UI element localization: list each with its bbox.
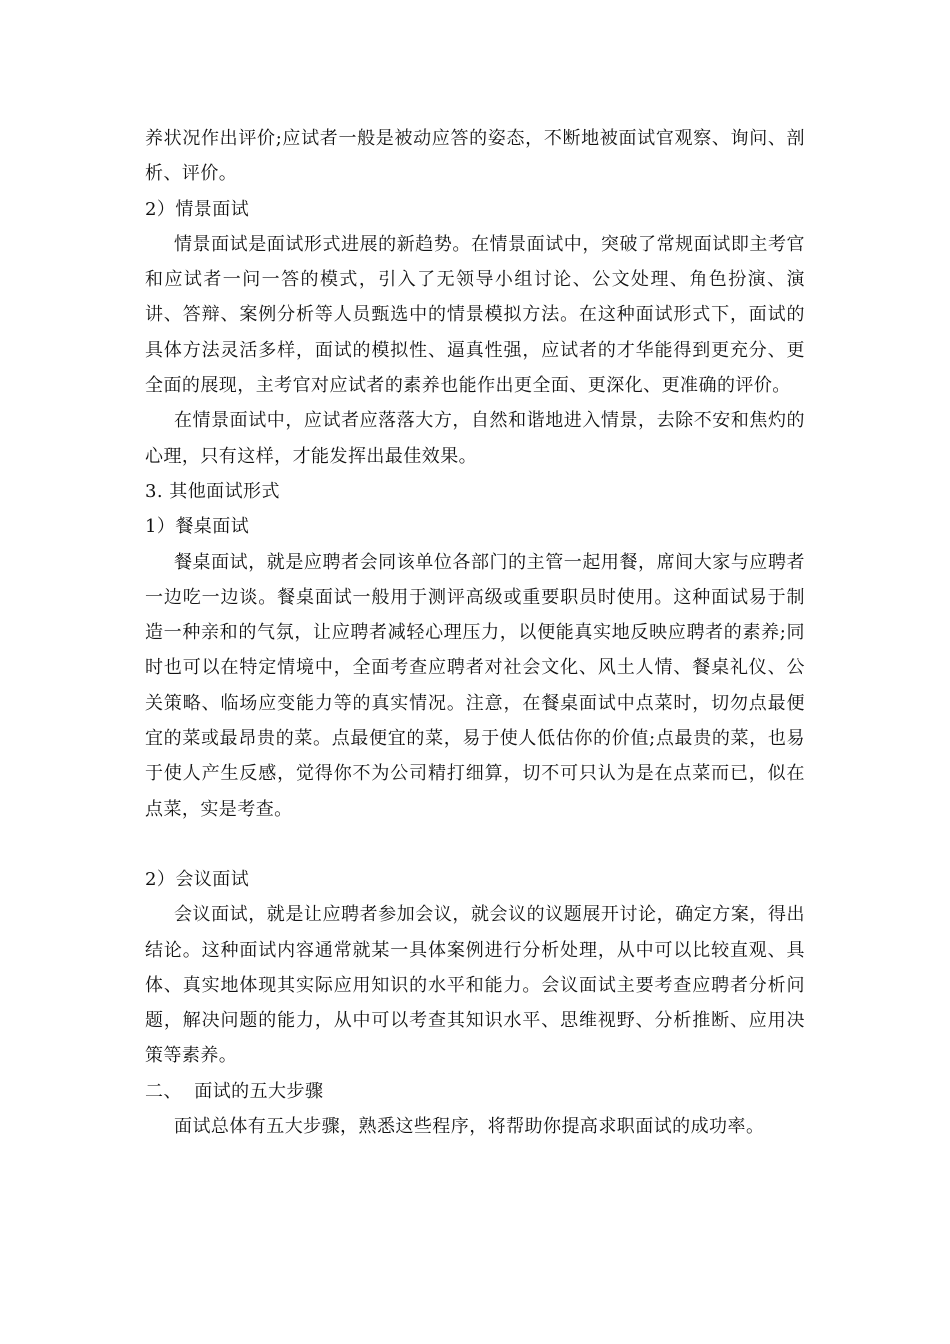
heading-meeting-interview: 2）会议面试 <box>145 868 250 890</box>
document-body <box>145 121 805 1144</box>
heading-other-interview-forms: 3. 其他面试形式 <box>145 480 280 502</box>
paragraph-scenario-interview: 情景面试是面试形式进展的新趋势。在情景面试中，突破了常规面试即主考官和应试者一问一答的模式，引入了无领导小组讨论、公文处理、角色扮演、演讲、答辩、案例分析等人员甄选中的情景模拟方法。在这种面试形式下，面试的具体方法灵活多样，面试的模拟性、逼真性强，应试者的才华能得到更充分、更全面的展现，主考官对应试者的素养也能作出更全面、更深化、更准确的评价。 <box>145 233 805 397</box>
paragraph-scenario-advice: 在情景面试中，应试者应落落大方，自然和谐地进入情景，去除不安和焦灼的心理，只有这样，才能发挥出最佳效果。 <box>145 410 805 467</box>
paragraph-dining-interview: 餐桌面试，就是应聘者会同该单位各部门的主管一起用餐，席间大家与应聘者一边吃一边谈。餐桌面试一般用于测评高级或重要职员时使用。这种面试易于制造一种亲和的气氛，让应聘者减轻心理压力，以便能真实地反映应聘者的素养;同时也可以在特定情境中，全面考查应聘者对社会文化、风土人情、餐桌礼仪、公关策略、临场应变能力等的真实情况。注意，在餐桌面试中点菜时，切勿点最便宜的菜或最昂贵的菜。点最便宜的菜，易于使人低估你的价值;点最贵的菜，也易于使人产生反感，觉得你不为公司精打细算，切不可只认为是在点菜而已，似在点菜，实是考查。 <box>145 551 805 820</box>
heading-dining-interview: 1）餐桌面试 <box>145 516 250 538</box>
paragraph-evaluation-continued: 养状况作出评价;应试者一般是被动应答的姿态，不断地被面试官观察、询问、剖析、评价。 <box>145 128 805 185</box>
paragraph-meeting-interview: 会议面试，就是让应聘者参加会议，就会议的议题展开讨论，确定方案，得出结论。这种面试内容通常就某一具体案例进行分析处理，从中可以比较直观、具体、真实地体现其实际应用知识的水平和能力。会议面试主要考查应聘者分析问题，解决问题的能力，从中可以考查其知识水平、思维视野、分析推断、应用决策等素养。 <box>145 904 805 1067</box>
blank-line <box>145 827 805 862</box>
heading-scenario-interview: 2）情景面试 <box>145 198 250 220</box>
paragraph-five-steps-intro: 面试总体有五大步骤，熟悉这些程序，将帮助你提高求职面试的成功率。 <box>174 1116 765 1138</box>
heading-five-steps: 二、 面试的五大步骤 <box>145 1080 324 1102</box>
